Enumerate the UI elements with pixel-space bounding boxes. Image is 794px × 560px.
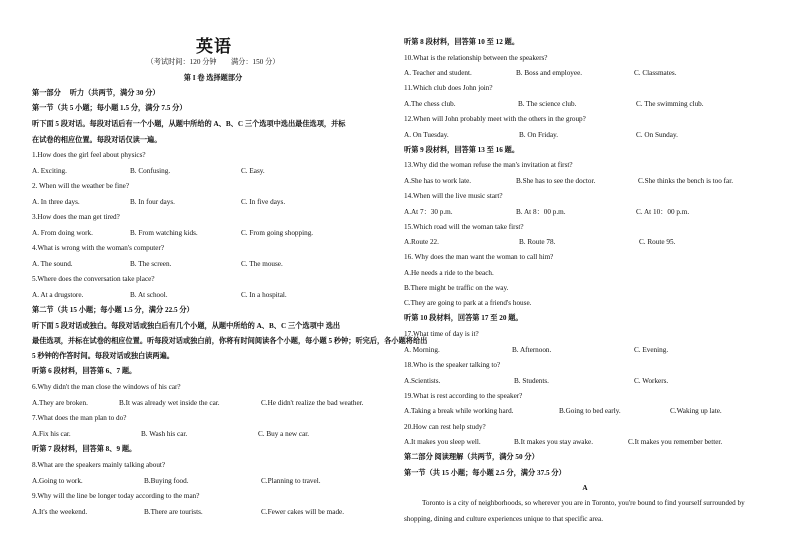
option-b: B. Route 78.: [519, 238, 556, 246]
part1-heading: 第一部分 听力（共两节，满分 30 分）: [32, 89, 160, 97]
material-7-heading: 听第 7 段材料，回答第 8、9 题。: [32, 445, 137, 453]
option-b: B.There might be traffic on the way.: [404, 284, 509, 292]
option-b: B. From watching kids.: [130, 229, 198, 237]
option-c: C.He didn't realize the bad weather.: [261, 399, 364, 407]
question-3: 3.How does the man get tired?: [32, 213, 120, 221]
option-c: C.They are going to park at a friend's house.: [404, 299, 532, 307]
option-b: B.Going to bed early.: [559, 407, 621, 415]
option-c: C. Route 95.: [639, 238, 676, 246]
option-a: A.It's the weekend.: [32, 508, 88, 516]
option-c: C. In five days.: [241, 198, 286, 206]
question-9: 9.Why will the line be longer today according to the man?: [32, 492, 200, 500]
material-9-heading: 听第 9 段材料，回答第 13 至 16 题。: [404, 146, 520, 154]
option-c: C. On Sunday.: [636, 131, 678, 139]
material-6-heading: 听第 6 段材料，回答第 6、7 题。: [32, 367, 137, 375]
reading-section1-heading: 第一节（共 15 小题；每小题 2.5 分，满分 37.5 分）: [404, 469, 566, 477]
option-b: B. At school.: [130, 291, 168, 299]
option-b: B. Students.: [514, 377, 549, 385]
option-b: B.It makes you stay awake.: [514, 438, 594, 446]
option-a: A.Taking a break while working hard.: [404, 407, 514, 415]
option-b: B. Afternoon.: [512, 346, 552, 354]
option-a: A. On Tuesday.: [404, 131, 449, 139]
section1-heading: 第一节（共 5 小题；每小题 1.5 分，满分 7.5 分）: [32, 104, 187, 112]
section2-instructions: 听下面 5 段对话或独白。每段对话或独白后有几个小题，从题中所给的 A、B、C 三个选项中 选出: [32, 322, 341, 330]
section1-instructions-cont: 在试卷的相应位置。每段对话仅读一遍。: [32, 136, 162, 144]
question-14: 14.When will the live music start?: [404, 192, 503, 200]
passage-label: A: [582, 484, 588, 492]
option-c: C. In a hospital.: [241, 291, 287, 299]
option-b: B.It was already wet inside the car.: [119, 399, 220, 407]
option-a: A. In three days.: [32, 198, 80, 206]
option-a: A.At 7：30 p.m.: [404, 208, 453, 216]
option-a: A.It makes you sleep well.: [404, 438, 481, 446]
option-b: B.Buying food.: [144, 477, 189, 485]
question-19: 19.What is rest according to the speaker?: [404, 392, 523, 400]
option-a: A.He needs a ride to the beach.: [404, 269, 494, 277]
option-c: C.She thinks the bench is too far.: [638, 177, 734, 185]
passage-text: Toronto is a city of neighborhoods, so wherever you are in Toronto, you're bound to find yourself surrounded by shopping, dining and culture experiences unique to that specific area.: [404, 499, 745, 523]
option-a: A. Teacher and student.: [404, 69, 472, 77]
option-a: A.Fix his car.: [32, 430, 71, 438]
option-a: A. The sound.: [32, 260, 73, 268]
option-c: C. Easy.: [241, 167, 265, 175]
option-a: A. Morning.: [404, 346, 440, 354]
question-20: 20.How can rest help study?: [404, 423, 486, 431]
option-c: C.It makes you remember better.: [628, 438, 723, 446]
option-c: C.Fewer cakes will be made.: [261, 508, 345, 516]
volume-heading: 第 I 卷 选择题部分: [183, 74, 243, 82]
option-a: A.Going to work.: [32, 477, 83, 485]
option-a: A.Route 22.: [404, 238, 439, 246]
option-b: B. The screen.: [130, 260, 172, 268]
part2-heading: 第二部分 阅读理解（共两节，满分 50 分）: [404, 453, 539, 461]
question-18: 18.Who is the speaker talking to?: [404, 361, 501, 369]
option-c: C.Planning to travel.: [261, 477, 321, 485]
option-a: A. At a drugstore.: [32, 291, 84, 299]
option-a: A.She has to work late.: [404, 177, 472, 185]
question-5: 5.Where does the conversation take place?: [32, 275, 155, 283]
question-16: 16. Why does the man want the woman to call him?: [404, 253, 554, 261]
material-8-heading: 听第 8 段材料，回答第 10 至 12 题。: [404, 38, 520, 46]
option-b: B. Confusing.: [130, 167, 171, 175]
page-title: 英语: [196, 37, 232, 57]
question-17: 17.What time of day is it?: [404, 330, 479, 338]
option-a: A.The chess club.: [404, 100, 456, 108]
section2-instructions-end: 5 秒钟的作答时间。每段对话或独白读两遍。: [32, 352, 174, 360]
section2-instructions-cont: 最佳选项，并标在试卷的相应位置。听每段对话或独白前，你将有时间阅读各个小题，每小题 5 秒钟；听完后，各小题将给出: [32, 337, 428, 345]
option-c: C. At 10：00 p.m.: [636, 208, 690, 216]
option-b: B. In four days.: [130, 198, 175, 206]
option-b: B. On Friday.: [519, 131, 559, 139]
question-15: 15.Which road will the woman take first?: [404, 223, 524, 231]
option-a: A.Scientists.: [404, 377, 441, 385]
option-c: C. From going shopping.: [241, 229, 314, 237]
option-a: A.They are broken.: [32, 399, 88, 407]
option-a: A. From doing work.: [32, 229, 93, 237]
question-6: 6.Why didn't the man close the windows of his car?: [32, 383, 181, 391]
option-c: C. Workers.: [634, 377, 669, 385]
question-2: 2. When will the weather be fine?: [32, 182, 130, 190]
question-12: 12.When will John probably meet with the others in the group?: [404, 115, 586, 123]
option-c: C. Buy a new car.: [258, 430, 310, 438]
option-b: B.She has to see the doctor.: [516, 177, 596, 185]
question-1: 1.How does the girl feel about physics?: [32, 151, 146, 159]
option-c: C.Waking up late.: [670, 407, 722, 415]
exam-meta: （考试时间：120 分钟 满分：150 分）: [146, 58, 280, 66]
section2-heading: 第二节（共 15 小题；每小题 1.5 分，满分 22.5 分）: [32, 306, 194, 314]
option-c: C. Classmates.: [634, 69, 677, 77]
question-11: 11.Which club does John join?: [404, 84, 493, 92]
material-10-heading: 听第 10 段材料，回答第 17 至 20 题。: [404, 314, 523, 322]
option-a: A. Exciting.: [32, 167, 67, 175]
option-b: B. The science club.: [518, 100, 577, 108]
option-b: B.There are tourists.: [144, 508, 203, 516]
option-c: C. The swimming club.: [636, 100, 704, 108]
option-b: B. Boss and employee.: [516, 69, 583, 77]
question-4: 4.What is wrong with the woman's computer?: [32, 244, 165, 252]
option-b: B. Wash his car.: [141, 430, 188, 438]
option-c: C. The mouse.: [241, 260, 283, 268]
section1-instructions: 听下面 5 段对话。每段对话后有一个小题，从题中所给的 A、B、C 三个选项中选出最佳选项，并标: [32, 120, 346, 128]
option-c: C. Evening.: [634, 346, 669, 354]
question-10: 10.What is the relationship between the speakers?: [404, 54, 548, 62]
question-7: 7.What does the man plan to do?: [32, 414, 127, 422]
question-13: 13.Why did the woman refuse the man's invitation at first?: [404, 161, 573, 169]
question-8: 8.What are the speakers mainly talking about?: [32, 461, 166, 469]
option-b: B. At 8：00 p.m.: [516, 208, 566, 216]
